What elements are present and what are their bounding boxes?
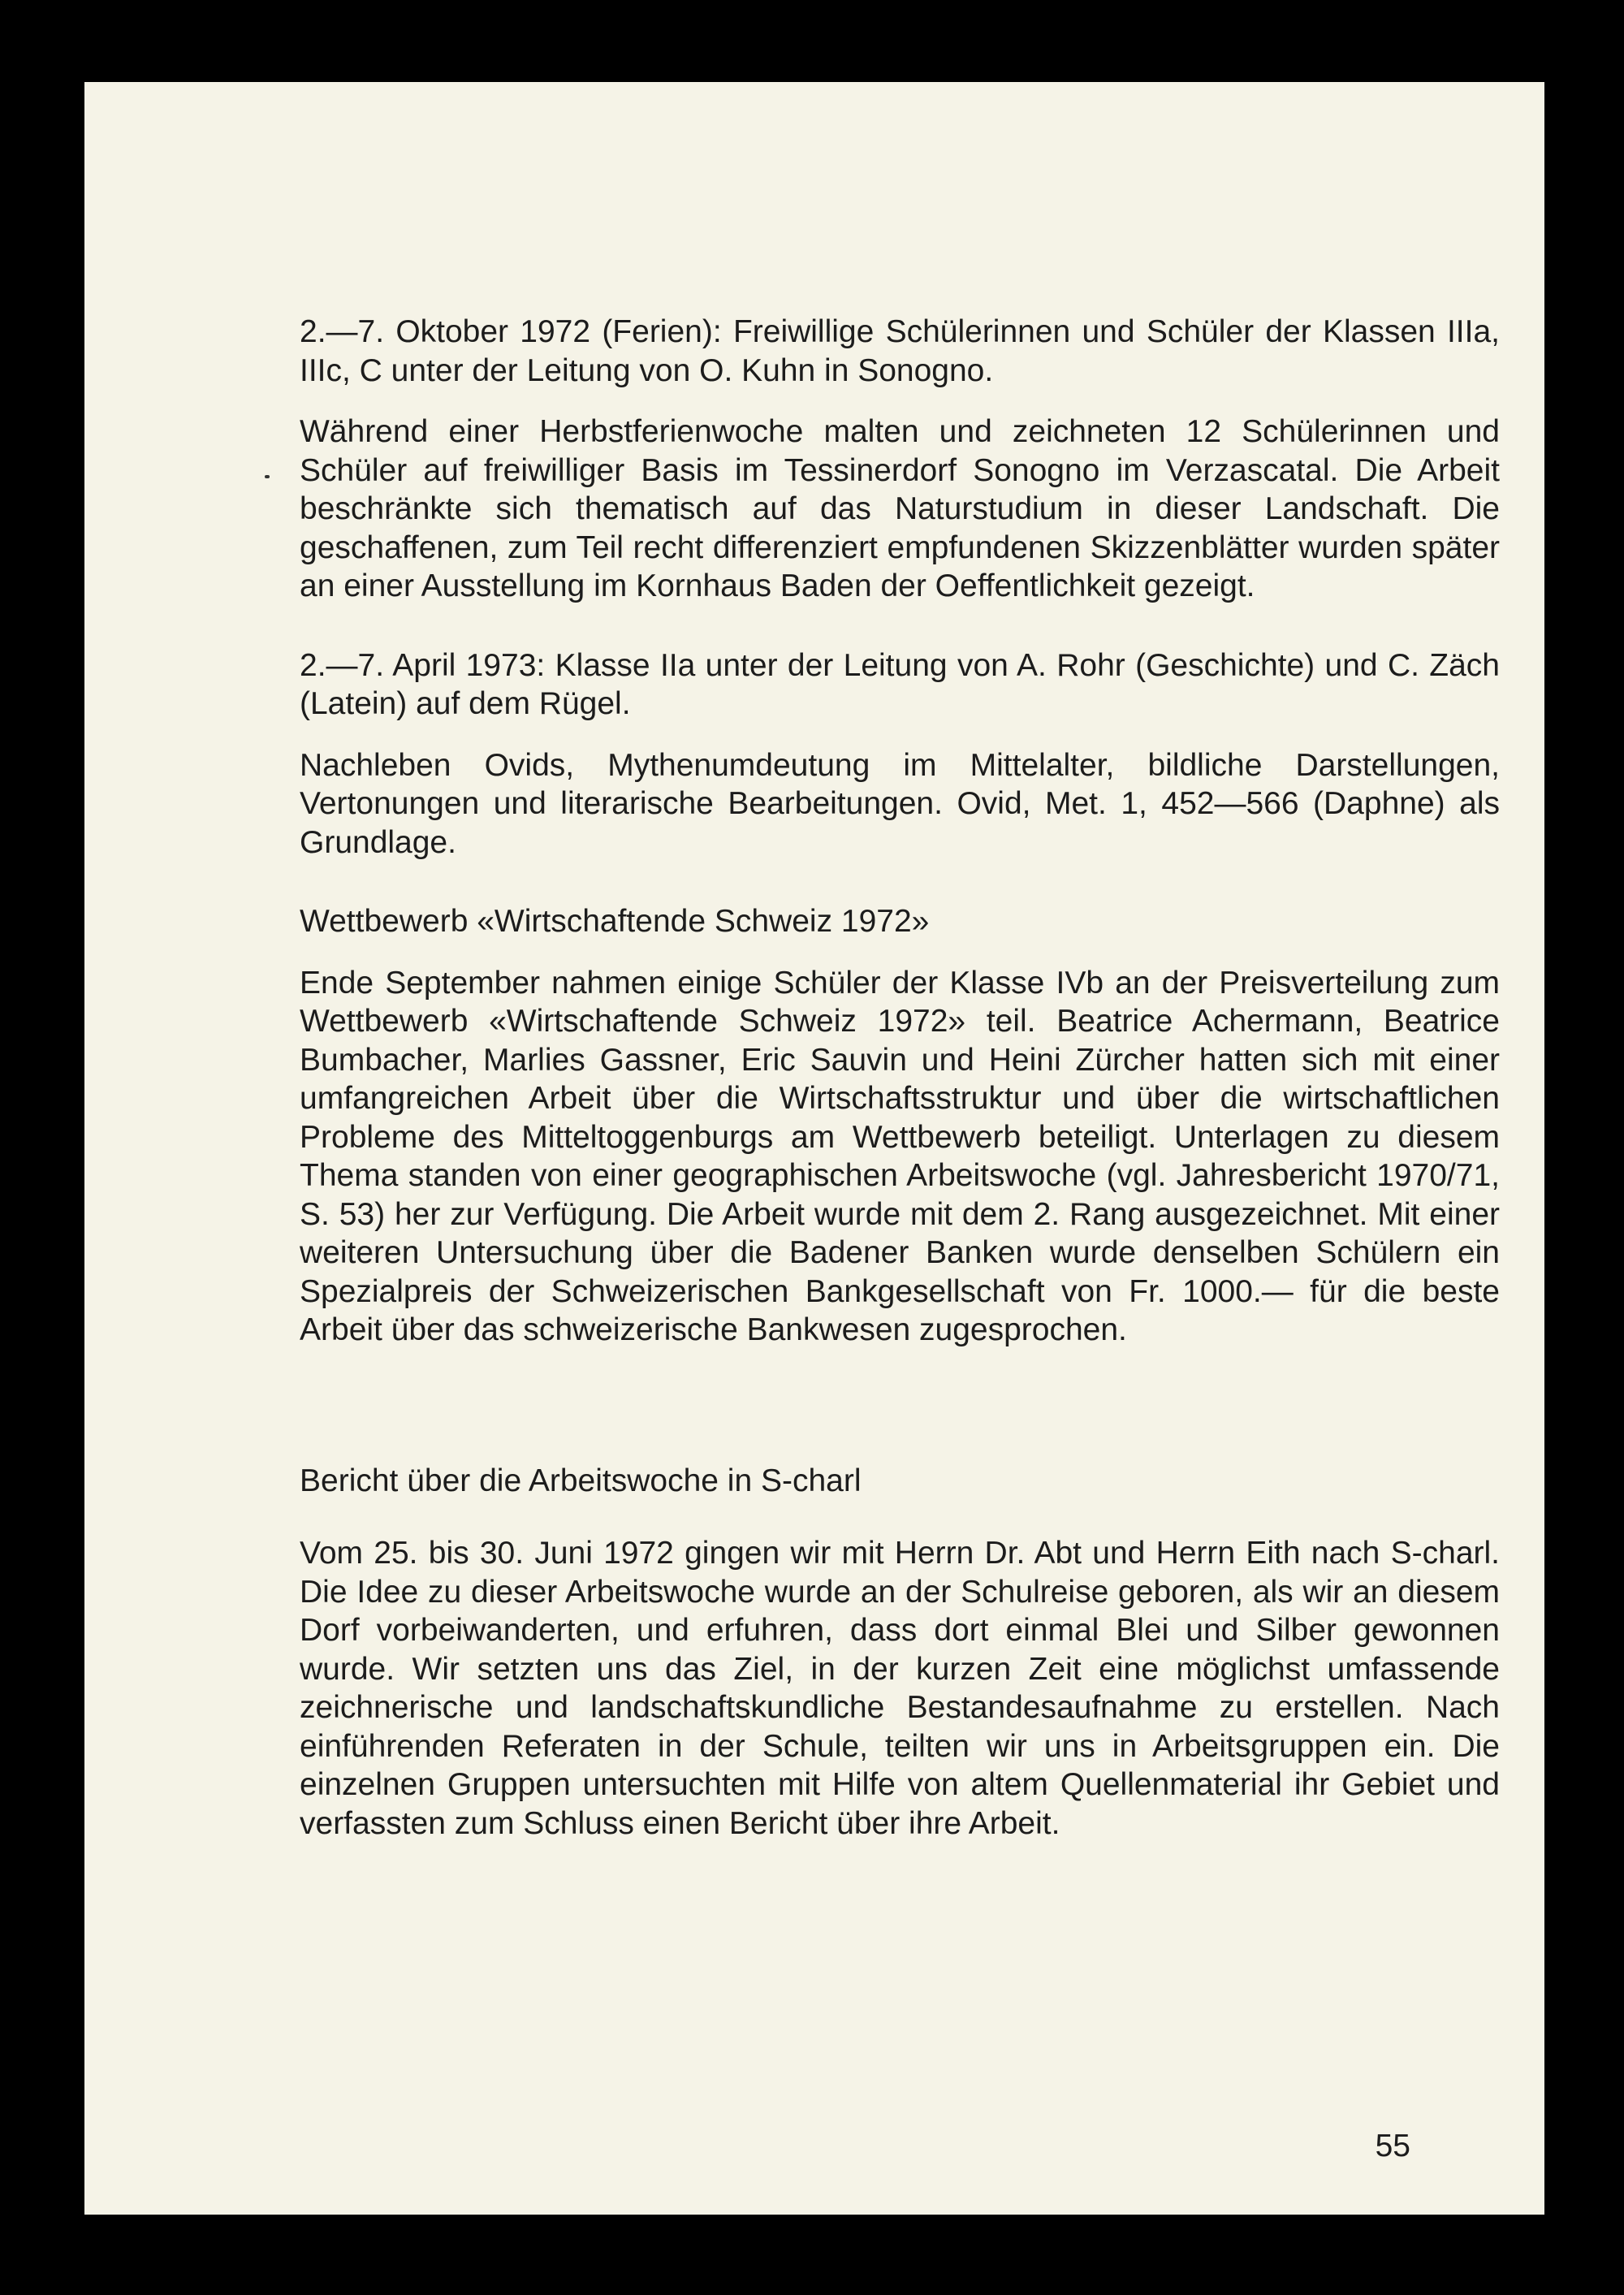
document-page xyxy=(84,82,1544,2215)
report-body: Vom 25. bis 30. Juni 1972 gingen wir mit Herrn Dr. Abt und Herrn Eith nach S-charl. Die Idee zu dieser Arbeitswoche wurde an der Schulreise geboren, als wir an diesem Dorf vorbeiwanderten, und erfuhren, dass dort einmal Blei und Silber gewonnen wurde. Wir setzten uns das Ziel, in der kurzen Zeit eine möglichst umfassende zeichnerische und landschaftskundliche Bestandesaufnahme zu erstellen. Nach einführenden Referaten in der Schule, teilten wir uns in Arbeitsgruppen ein. Die einzelnen Gruppen untersuchten mit Hilfe von altem Quellenmaterial ihr Gebiet und verfassten zum Schluss einen Bericht über ihre Arbeit. xyxy=(300,1536,1500,1841)
page-content xyxy=(300,313,1500,1865)
entry2-title: 2.—7. April 1973: Klasse IIa unter der Leitung von A. Rohr (Geschichte) und C. Zäch (Latein) auf dem Rügel. xyxy=(300,647,1500,721)
competition-body: Ende September nahmen einige Schüler der Klasse IVb an der Preisverteilung zum Wettbewerb «Wirtschaftende Schweiz 1972» teil. Beatrice Achermann, Beatrice Bumbacher, Marlies Gassner, Eric Sauvin und Heini Zürcher hatten sich mit einer umfangreichen Arbeit über die Wirtschaftsstruktur und über die wirtschaftlichen Probleme des Mitteltoggenburgs am Wettbewerb beteiligt. Unterlagen zu diesem Thema standen von einer geographischen Arbeitswoche (vgl. Jahresbericht 1970/71, S. 53) her zur Verfügung. Die Arbeit wurde mit dem 2. Rang ausgezeichnet. Mit einer weiteren Untersuchung über die Badener Banken wurde denselben Schülern ein Spezialpreis der Schweizerischen Bankgesellschaft von Fr. 1000.— für die beste Arbeit über das schweizerische Bankwesen zugesprochen. xyxy=(300,965,1500,1347)
entry1-title: 2.—7. Oktober 1972 (Ferien): Freiwillige Schülerinnen und Schüler der Klassen IIIa, IIIc, C unter der Leitung von O. Kuhn in Sonogno. xyxy=(300,314,1500,388)
competition-heading: Wettbewerb «Wirtschaftende Schweiz 1972» xyxy=(300,904,930,939)
entry1-body: Während einer Herbstferienwoche malten und zeichneten 12 Schülerinnen und Schüler auf freiwilliger Basis im Tessinerdorf Sonogno im Verzascatal. Die Arbeit beschränkte sich thematisch auf das Naturstudium in dieser Landschaft. Die geschaffenen, zum Teil recht differenziert empfundenen Skizzenblätter wurden später an einer Ausstellung im Kornhaus Baden der Oeffentlichkeit gezeigt. xyxy=(300,414,1500,603)
scan-speck xyxy=(265,475,270,478)
entry2-body: Nachleben Ovids, Mythenumdeutung im Mittelalter, bildliche Darstellungen, Vertonungen und literarische Bearbeitungen. Ovid, Met. 1, 452—566 (Daphne) als Grundlage. xyxy=(300,747,1500,860)
report-heading: Bericht über die Arbeitswoche in S-charl xyxy=(300,1463,862,1498)
page-number: 55 xyxy=(1375,2129,1410,2163)
